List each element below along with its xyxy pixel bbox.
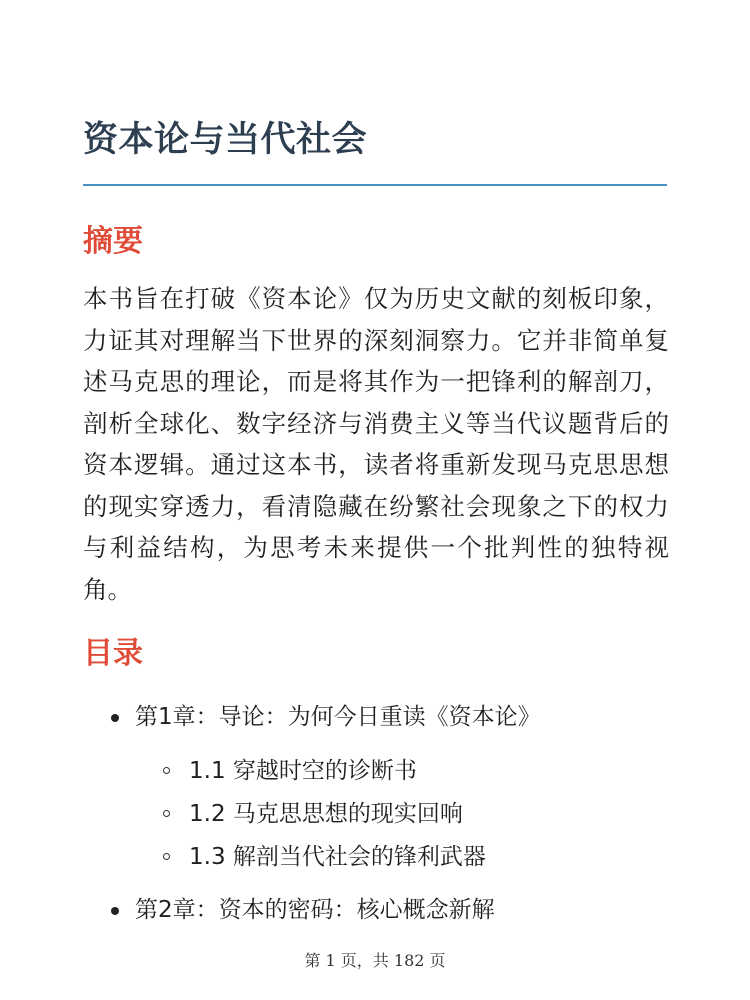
toc-section-label: 1.2 马克思思想的现实回响 [189,801,463,827]
toc-section-1-2 [135,793,669,836]
toc-list [83,696,669,931]
abstract-paragraph: 本书旨在打破《资本论》仅为历史文献的刻板印象，力证其对理解当下世界的深刻洞察力。它并非简单复述马克思的理论，而是将其作为一把锋利的解剖刀，剖析全球化、数字经济与消费主义等当代议题背后的资本逻辑。通过这本书，读者将重新发现马克思思想的现实穿透力，看清隐藏在纷繁社会现象之下的权力与利益结构，为思考未来提供一个批判性的独特视角。 [83,284,669,604]
toc-section-1-3 [135,836,669,879]
title-divider [83,184,667,186]
bullet-icon [111,714,119,722]
toc-chapter-label: 第2章：资本的密码：核心概念新解 [135,897,495,923]
bullet-icon [111,907,119,915]
toc-section-1-1 [135,750,669,793]
toc-chapter-2 [83,889,669,931]
document-title: 资本论与当代社会 [83,120,368,160]
page-number: 第 1 页，共 182 页 [304,951,446,970]
toc-chapter-1 [83,696,669,879]
toc-section-label: 1.1 穿越时空的诊断书 [189,758,417,784]
hollow-bullet-icon [163,853,170,860]
abstract-heading: 摘要 [83,224,143,259]
hollow-bullet-icon [163,810,170,817]
toc-section-list [135,750,669,879]
toc-chapter-label: 第1章：导论：为何今日重读《资本论》 [135,704,541,730]
hollow-bullet-icon [163,767,170,774]
toc-section-label: 1.3 解剖当代社会的锋利武器 [189,844,486,870]
toc-heading: 目录 [83,636,143,671]
